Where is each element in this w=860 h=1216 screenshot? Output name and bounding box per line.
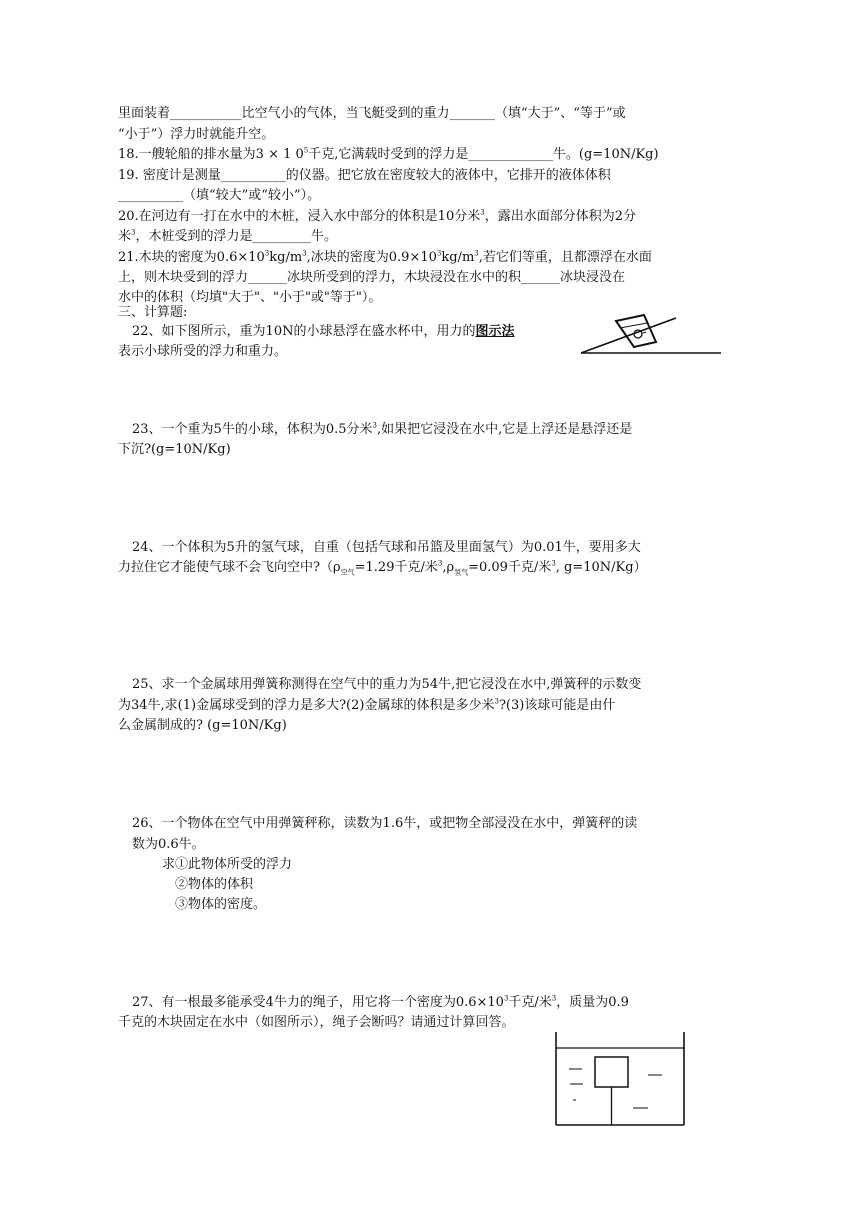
question-21-line-1: 21.木块的密度为$0.6\times 10^3kg/m^3$,冰块的密度为$0.9\times 10^3kg/m^3$,若它们等重，且都漂浮在水面 [118, 249, 652, 265]
question-26-part-3: ③物体的密度。 [175, 897, 267, 912]
question-20-line-2: 米$^3$，木桩受到的浮力是_________牛。 [118, 228, 337, 244]
question-26-line-1: 26、一个物体在空气中用弹簧秤称，读数为1.6牛，或把物全部浸没在水中，弹簧秤的读 [132, 816, 638, 831]
question-25-line-1: 25、求一个金属球用弹簧称测得在空气中的重力为54牛,把它浸没在水中,弹簧秤的示数变 [132, 677, 642, 692]
question-26-line-2: 数为0.6牛。 [132, 837, 205, 852]
question-19-line-1: 19. 密度计是测量__________的仪器。把它放在密度较大的液体中，它排开的液体体积 [118, 168, 611, 183]
question-22-line-1: 22、如下图所示，重为10N的小球悬浮在盛水杯中，用力的图示法 [132, 324, 515, 339]
question-21-line-3: 水中的体积（均填"大于"、"小于"或"等于"）。 [118, 290, 382, 305]
figure-block-in-water [552, 1032, 687, 1127]
ball-waterline-right [643, 332, 646, 333]
section-3-heading: 三、计算题: [118, 305, 188, 320]
question-20-line-1: 20.在河边有一打在水中的木桩，浸入水中部分的体积是10分米$^3$，露出水面部分体积为2分 [118, 208, 636, 224]
question-26-part-2: ②物体的体积 [175, 877, 254, 892]
question-24-line-2: 力拉住它才能使气球不会飞向空中$?(\rho_{空气}=1.29$千克/米$^3,\rho_{氢气}=0.09$千克/米$^3$, g=10N/Kg） [118, 559, 647, 577]
question-27-line-1: 27、有一根最多能承受4牛力的绳子，用它将一个密度为$0.6\times 10^3$千克/米$^3$，质量为0.9 [132, 994, 629, 1010]
question-17-line-3: “小于”）浮力时就能升空。 [118, 127, 275, 142]
diagram-method-link: 图示法 [475, 324, 515, 339]
question-26-part-1: 求①此物体所受的浮力 [162, 857, 293, 872]
question-25-line-2: 为34牛,求(1)金属球受到的浮力是多大?(2)金属球的体积是多少米$^3$?(3)该球可能是由什 [118, 697, 616, 713]
figure-cup-on-incline [576, 315, 721, 355]
wooden-block [595, 1057, 628, 1087]
question-23-line-2: 下沉?(g=10N/Kg) [118, 442, 231, 457]
question-22-line-2: 表示小球所受的浮力和重力。 [118, 344, 288, 359]
question-23-line-1: 23、一个重为5牛的小球，体积为0.5分米$^3$,如果把它浸没在水中,它是上浮还是悬浮还是 [132, 421, 633, 437]
question-21-line-2: 上，则木块受到的浮力______冰块所受到的浮力，木块浸没在水中的积______冰块浸没在 [118, 270, 626, 285]
question-27-line-2: 千克的木块固定在水中（如图所示），绳子会断吗？请通过计算回答。 [118, 1015, 515, 1030]
question-19-line-2: __________（填“较大”或“较小”）。 [118, 188, 321, 203]
question-25-line-3: 么金属制成的? (g=10N/Kg) [118, 718, 287, 733]
incline-slope [581, 318, 676, 353]
question-24-line-1: 24、一个体积为5升的氢气球，自重（包括气球和吊篮及里面氢气）为0.01牛，要用多大 [132, 540, 641, 555]
question-18: 18.一艘轮船的排水量为3 × 1 $0^5$千克,它满载时受到的浮力是_____________牛。(g=10N/Kg) [118, 146, 659, 162]
question-17-line-2: 里面装着___________比空气小的气体，当飞艇受到的重力_______（填“大于”、“等于”或 [118, 106, 626, 121]
cup-water-surface [620, 323, 647, 328]
